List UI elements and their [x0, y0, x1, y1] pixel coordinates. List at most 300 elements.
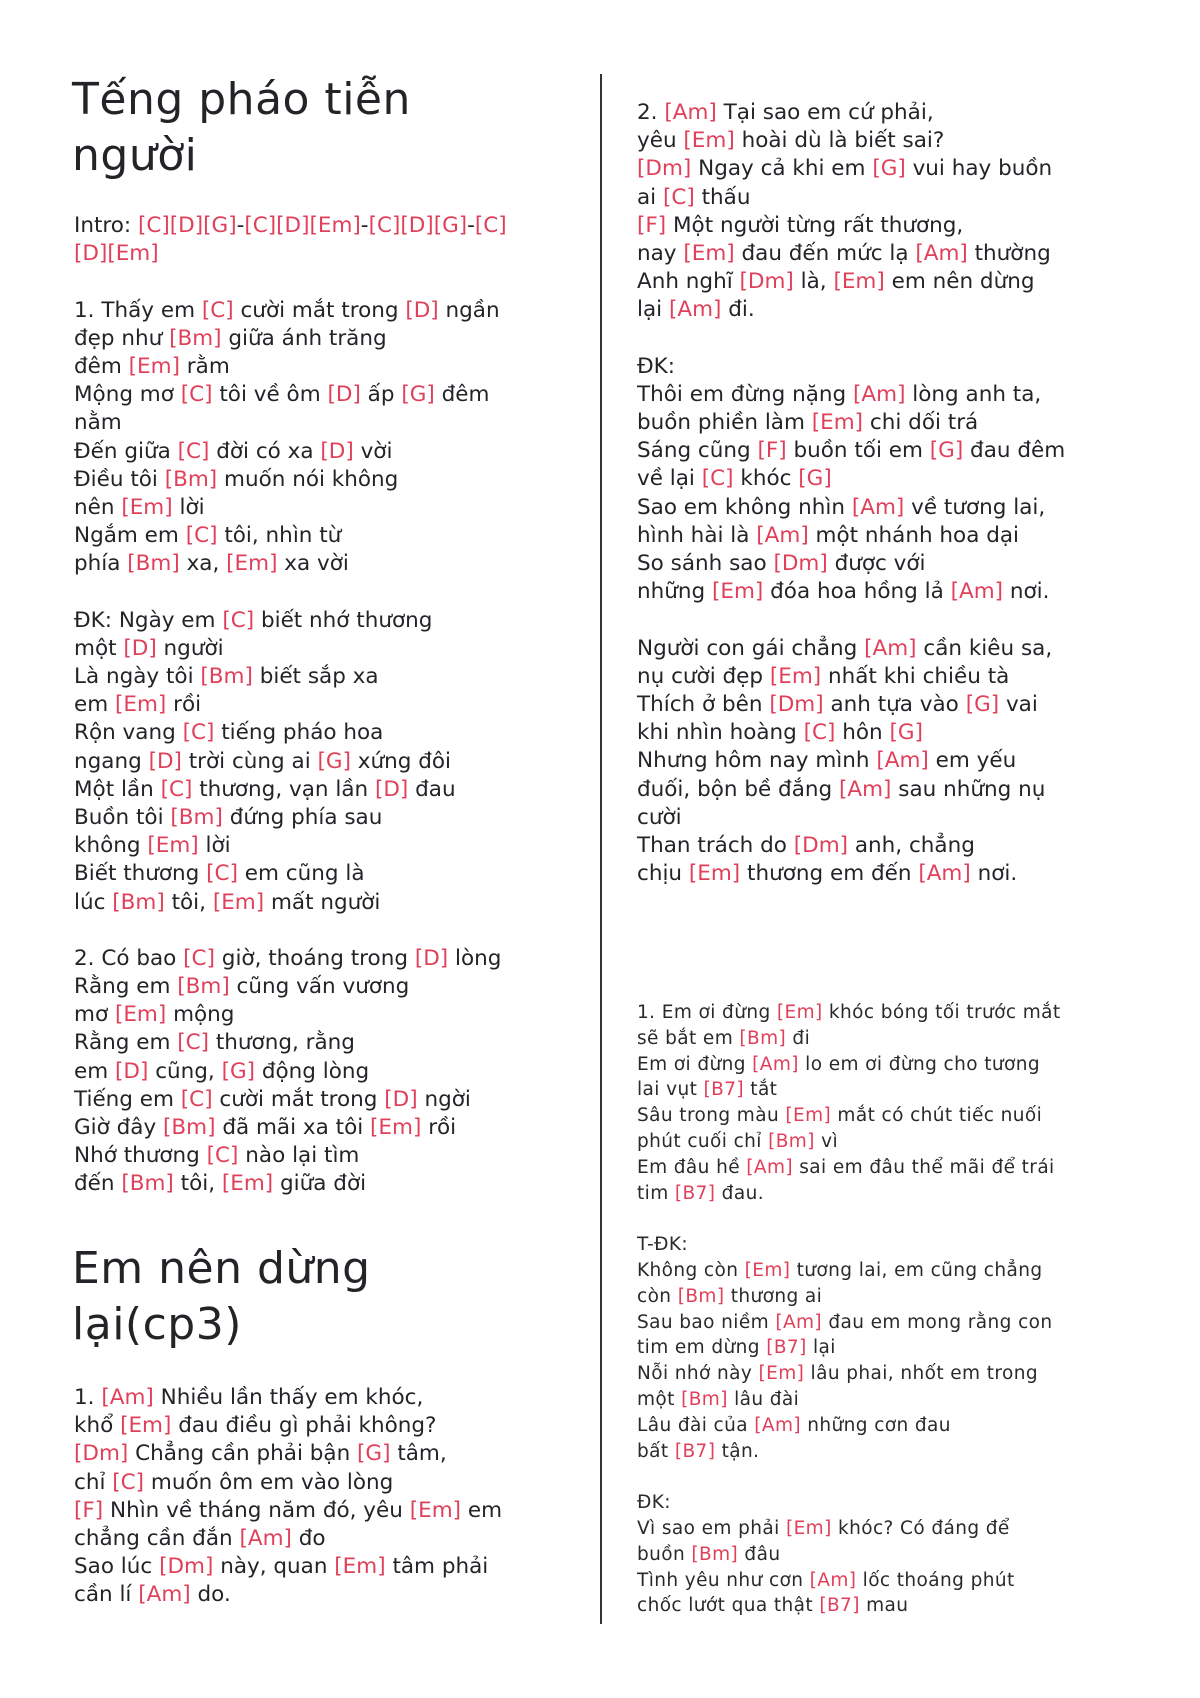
song-title-tieng-phao-tien-nguoi: Tếng pháo tiễn người [72, 74, 411, 181]
lyric-line [74, 1029, 507, 1057]
lyric-line [74, 1114, 507, 1142]
lyric-line [637, 578, 1065, 606]
lyric-text: ngần [438, 297, 500, 323]
chord: [C] [662, 184, 695, 210]
lyric-line [74, 1440, 502, 1468]
lyric-text: Một lần [74, 776, 161, 802]
lyric-text: phút cuối chỉ [637, 1130, 769, 1152]
lyric-text: bất [637, 1440, 675, 1462]
chord: [Dm] [769, 691, 824, 717]
lyric-text: đâu [738, 1543, 781, 1565]
song1-lyrics [74, 212, 507, 1199]
lyric-text: buồn [637, 1543, 692, 1565]
lyric-text: Nỗi nhớ này [637, 1363, 759, 1385]
chord: [Bm] [681, 1388, 728, 1410]
chord: [D] [405, 297, 439, 323]
lyric-text: lai vụt [637, 1079, 704, 1101]
chord: [Em] [776, 1002, 823, 1023]
lyric-text: đêm [434, 382, 490, 408]
lyric-line [637, 747, 1065, 775]
chord: [D] [327, 382, 361, 408]
lyric-line [637, 635, 1065, 663]
lyric-text: đau em mong rằng con [822, 1311, 1053, 1333]
lyric-text: rằm [179, 353, 230, 379]
lyric-text: Buồn tôi [74, 804, 171, 830]
lyric-text: lốc thoáng phút [856, 1569, 1015, 1591]
lyric-text: tôi, [173, 1171, 222, 1197]
blank-line [74, 578, 507, 606]
column-divider [600, 74, 602, 1624]
lyric-text: nơi. [1003, 579, 1050, 605]
lyric-text: Đến giữa [74, 438, 178, 464]
lyric-line [74, 719, 507, 747]
lyric-text: Tiếng em [74, 1086, 181, 1112]
lyric-text: Sao lúc [74, 1554, 160, 1580]
chord: [G] [317, 748, 351, 774]
lyric-text: tiếng pháo hoa [214, 720, 384, 746]
chord: [Em] [785, 1517, 832, 1539]
lyric-text: chỉ [74, 1469, 113, 1495]
lyric-text: Chẳng cần phải bận [128, 1441, 358, 1467]
lyric-text: tắt [744, 1079, 778, 1101]
lyric-text: đóa hoa hồng lả [763, 579, 951, 605]
lyric-text: ngời [417, 1086, 471, 1112]
chord: [C] [180, 1086, 213, 1112]
chord: [Dm] [159, 1554, 214, 1580]
lyric-text: còn [637, 1285, 678, 1307]
lyric-text: biết sắp xa [252, 664, 379, 689]
chord: [C] [177, 438, 210, 464]
lyric-text: 1. Thấy em [74, 297, 202, 323]
lyric-line [74, 1581, 502, 1609]
chord: [Am] [138, 1582, 191, 1608]
chord: [Bm] [121, 1171, 174, 1197]
chord: [G] [203, 213, 237, 238]
lyric-line [637, 1103, 1061, 1129]
lyric-text: buồn tối em [786, 438, 930, 464]
chord: [B7] [703, 1079, 745, 1101]
lyric-line [637, 409, 1065, 437]
chord: [D] [400, 213, 434, 238]
lyric-text: xứng đôi [350, 748, 452, 774]
lyric-text: giữa ánh trăng [221, 325, 387, 351]
chord: [Am] [101, 1385, 154, 1410]
lyric-text: Lâu đài của [637, 1414, 755, 1436]
lyric-line [637, 691, 1065, 719]
lyric-text: về tương lai, [904, 494, 1046, 520]
lyric-text: Biết thương [74, 861, 207, 887]
lyric-text: động lòng [255, 1058, 370, 1084]
lyric-text: đêm [74, 353, 129, 379]
lyric-line [74, 804, 507, 832]
lyric-line [74, 240, 507, 268]
lyric-line [74, 607, 507, 635]
chord: [Em] [785, 1105, 832, 1127]
chord: [Bm] [112, 889, 165, 915]
lyric-line [637, 1000, 1061, 1026]
lyric-line [637, 1026, 1061, 1052]
chord: [D] [414, 945, 449, 971]
lyric-text: yêu [637, 128, 684, 154]
lyric-text: vui hay buồn [905, 156, 1053, 182]
lyric-text: vai [999, 691, 1038, 717]
lyric-text: ngang [74, 748, 149, 774]
lyric-text: mơ [74, 1002, 115, 1028]
lyric-line [74, 1001, 507, 1029]
lyric-text: 1. Em ơi đừng [637, 1002, 777, 1023]
lyric-text: trời cùng ai [181, 748, 318, 774]
lyric-text: tim em dừng [637, 1337, 767, 1359]
chord: [Am] [664, 100, 717, 125]
lyric-text: Anh nghĩ [637, 269, 740, 295]
chord: [Em] [683, 128, 735, 154]
chord: [Em] [712, 579, 764, 605]
chord: [Em] [221, 1171, 274, 1197]
lyric-text: lâu phai, nhốt em trong [804, 1363, 1038, 1385]
lyric-text: đuối, bộn bề đắng [637, 776, 839, 802]
lyric-text: xa, [179, 551, 227, 577]
chord: [C] [138, 213, 170, 238]
lyric-line [74, 1469, 502, 1497]
lyric-line [637, 127, 1065, 155]
lyric-line [637, 1542, 1061, 1568]
lyric-text: Sau bao niềm [637, 1311, 776, 1333]
lyric-line [74, 1553, 502, 1581]
lyric-text: do. [190, 1582, 231, 1608]
lyric-text: thương em đến [740, 861, 919, 887]
chord: [D] [115, 1058, 149, 1084]
lyric-text: sai em đâu thể mãi để trái [792, 1156, 1055, 1178]
lyric-line [637, 1155, 1061, 1181]
lyric-text: đau đến mức lạ [734, 240, 916, 266]
lyric-line [637, 860, 1065, 888]
lyric-text: cần kiêu sa, [916, 635, 1053, 661]
lyric-line [74, 381, 507, 409]
lyric-text: Tình yêu như cơn [637, 1569, 810, 1591]
chord: [F] [74, 1497, 104, 1523]
lyric-text: cười [637, 804, 682, 830]
lyric-text: đẹp như [74, 325, 170, 351]
lyric-text: muốn ôm em vào lòng [144, 1469, 394, 1495]
chord: [G] [798, 466, 832, 492]
lyric-text: lại [806, 1337, 836, 1359]
lyric-text: tận. [715, 1440, 760, 1462]
lyric-text: Một người từng rất thương, [666, 212, 964, 238]
lyric-text: một [637, 1388, 682, 1410]
lyric-text: Vì sao em phải [637, 1517, 786, 1539]
lyric-text: đau đêm [963, 438, 1066, 464]
chord: [Am] [876, 748, 929, 774]
lyric-text: này, quan [213, 1554, 335, 1580]
chord: [G] [889, 720, 923, 746]
chord: [Am] [756, 522, 809, 548]
lyric-text: lời [172, 494, 205, 520]
chord: [C] [222, 607, 255, 633]
chord: [D] [320, 438, 354, 464]
lyric-line [637, 1284, 1061, 1310]
lyric-text: mất người [264, 889, 381, 915]
chord: [C] [803, 720, 836, 746]
lyric-line [637, 184, 1065, 212]
lyric-text: anh tựa vào [823, 691, 966, 717]
lyric-line [74, 494, 507, 522]
lyric-text: nên [74, 494, 122, 520]
lyric-text: biết nhớ thương [254, 607, 433, 633]
lyric-text: chịu [637, 861, 689, 887]
lyric-text: không [74, 833, 148, 859]
lyric-text: đứng phía sau [222, 804, 383, 830]
chord: [Em] [744, 1259, 791, 1281]
lyric-line [637, 1335, 1061, 1361]
lyric-line [74, 832, 507, 860]
chord: [Em] [334, 1554, 386, 1580]
lyric-text: em [74, 1058, 116, 1084]
lyric-text: nơi. [970, 861, 1018, 887]
lyric-line [637, 381, 1065, 409]
lyric-line [637, 1387, 1061, 1413]
lyric-text: lúc [74, 889, 113, 915]
lyric-line [637, 1310, 1061, 1336]
lyric-line [637, 240, 1065, 268]
lyric-line [74, 748, 507, 776]
lyric-line [74, 325, 507, 353]
song3-lyrics [637, 1000, 1061, 1619]
chord: [B7] [674, 1182, 716, 1204]
lyric-line [74, 353, 507, 381]
lyric-text: mau [859, 1595, 909, 1617]
lyric-line [74, 438, 507, 466]
chord: [C] [368, 213, 401, 238]
lyric-line [637, 1232, 1061, 1258]
chord: [C] [185, 523, 218, 549]
chord: [Am] [915, 240, 968, 266]
lyric-text: đã mãi xa tôi [215, 1115, 371, 1140]
lyric-text: đến [74, 1171, 122, 1197]
chord: [G] [433, 213, 468, 238]
chord: [Dm] [773, 551, 828, 576]
song2-lyrics-verse1 [74, 1384, 502, 1610]
chord: [Bm] [170, 804, 223, 830]
chord: [D] [384, 1086, 418, 1112]
lyric-text: thương ai [724, 1285, 823, 1307]
chord: [Em] [370, 1115, 422, 1140]
chord: [G] [929, 438, 964, 464]
blank-line [637, 1206, 1061, 1232]
chord: [Am] [754, 1414, 801, 1436]
blank-line [74, 268, 507, 296]
chord: [C] [701, 466, 734, 492]
lyric-text: tâm phải [385, 1554, 489, 1580]
lyric-text: hoài dù là biết sai? [734, 128, 945, 154]
chord: [D] [374, 776, 409, 802]
chord: [Em] [309, 213, 361, 238]
lyric-text: em [461, 1497, 503, 1523]
lyric-text: phía [74, 551, 128, 577]
lyric-text: nhất khi chiều tà [821, 663, 1010, 689]
chord: [Am] [950, 579, 1004, 605]
lyric-text: em nên dừng [884, 269, 1035, 295]
chord: [C] [244, 213, 277, 238]
lyric-text: Giờ đây [74, 1115, 164, 1140]
lyric-text: tôi, [164, 889, 213, 915]
chord: [C] [160, 776, 193, 802]
lyric-text: ĐK: [637, 353, 676, 379]
lyric-line [637, 1568, 1061, 1594]
chord: [B7] [674, 1440, 716, 1462]
song-title-em-nen-dung-lai: Em nên dừng lại(cp3) [72, 1243, 371, 1350]
lyric-text: rồi [166, 692, 202, 718]
lyric-text: - [360, 213, 369, 238]
lyric-text: những [637, 579, 712, 605]
lyric-text: Thích ở bên [637, 691, 770, 717]
lyric-text: hình hài là [637, 522, 757, 548]
lyric-text: em [74, 692, 116, 718]
lyric-text: chốc lướt qua thật [637, 1595, 820, 1617]
chord: [Am] [838, 776, 892, 802]
lyric-text: mắt có chút tiếc nuối [831, 1105, 1043, 1127]
lyric-text: rồi [421, 1115, 457, 1140]
lyric-text: tương lai, em cũng chẳng [790, 1259, 1043, 1281]
chord: [Am] [853, 381, 906, 407]
lyric-text: thương, vạn lần [192, 776, 375, 802]
lyric-line [637, 155, 1065, 183]
lyric-line [637, 1181, 1061, 1207]
chord: [Bm] [127, 551, 180, 577]
lyric-text: mộng [166, 1002, 235, 1028]
lyric-text: người [156, 635, 224, 661]
lyric-line [637, 465, 1065, 493]
chord-line: [D][Em] [74, 241, 159, 267]
lyric-line [637, 99, 1065, 127]
lyric-text: Em ơi đừng [637, 1053, 753, 1075]
lyric-text: Nhiều lần thấy em khóc, [153, 1385, 424, 1410]
lyric-text: Sao em không nhìn [637, 494, 852, 520]
lyric-line [637, 1258, 1061, 1284]
lyric-line [74, 1142, 507, 1170]
lyric-text: Người con gái chẳng [637, 635, 865, 661]
lyric-text: cũng vấn vương [229, 974, 410, 1000]
lyric-text: lòng anh ta, [905, 381, 1042, 407]
lyric-text: T-ĐK: [637, 1234, 688, 1256]
chord: [Bm] [691, 1543, 739, 1565]
lyric-text: Ngay cả khi em [691, 156, 873, 182]
lyric-line [74, 550, 507, 578]
chord: [Am] [851, 494, 905, 520]
lyric-line [74, 1170, 507, 1198]
chord: [Em] [811, 410, 864, 436]
lyric-text: là, [793, 269, 834, 295]
lyric-text: Nhưng hôm nay mình [637, 748, 877, 774]
lyric-line [74, 1086, 507, 1114]
lyric-text: đời có xa [209, 438, 321, 464]
lyric-text: ĐK: [637, 1492, 671, 1514]
lyric-line [74, 466, 507, 494]
chord: [F] [757, 438, 787, 464]
lyric-text: một [74, 635, 124, 661]
chord: [Em] [758, 1363, 805, 1385]
lyric-text: khổ [74, 1413, 121, 1439]
chord: [Dm] [793, 832, 849, 858]
chord: [Em] [115, 692, 167, 718]
lyric-text: Mộng mơ [74, 382, 181, 408]
lyric-line [74, 889, 507, 917]
lyric-line [637, 663, 1065, 691]
lyric-text: khóc? Có đáng để [831, 1517, 1010, 1539]
blank-line [637, 325, 1065, 353]
chord: [Am] [668, 297, 722, 323]
blank-line [637, 1464, 1061, 1490]
lyric-text: Là ngày tôi [74, 664, 201, 689]
chord: [D] [148, 748, 182, 774]
lyric-line [637, 437, 1065, 465]
lyric-text: thấu [694, 184, 751, 210]
lyric-line [637, 719, 1065, 747]
lyric-text: đau [408, 776, 456, 802]
lyric-text: một nhánh hoa dại [808, 522, 1020, 548]
lyric-text: buồn phiền làm [637, 410, 812, 436]
lyric-line [637, 212, 1065, 240]
lyric-text: cần lí [74, 1582, 139, 1608]
lyric-line [637, 550, 1065, 578]
chord: [Em] [769, 663, 822, 689]
chord: [Dm] [637, 156, 692, 182]
lyric-text: xa vời [277, 551, 349, 577]
lyric-text: 2. Có bao [74, 945, 184, 971]
chord: [G] [872, 156, 906, 182]
lyric-text: - [236, 213, 245, 238]
lyric-line [637, 1516, 1061, 1542]
lyric-text: chẳng cần đắn [74, 1525, 240, 1551]
lyric-line [637, 522, 1065, 550]
lyric-text: Rằng em [74, 974, 178, 1000]
lyric-text: ĐK: Ngày em [74, 607, 223, 633]
lyric-text: ai [637, 184, 663, 210]
lyric-text: chi dối trá [863, 410, 979, 436]
lyric-text: sau những nụ [891, 776, 1046, 802]
lyric-line [74, 663, 507, 691]
lyric-text: nụ cười đẹp [637, 663, 770, 689]
chord: [Em] [120, 1413, 172, 1439]
lyric-text: nay [637, 240, 684, 266]
lyric-text: Ngắm em [74, 523, 186, 549]
lyric-line [637, 494, 1065, 522]
lyric-text: Thôi em đừng nặng [637, 381, 854, 407]
chord: [Em] [128, 353, 180, 379]
lyric-text: đo [291, 1525, 326, 1551]
lyric-text: tâm, [390, 1441, 447, 1467]
lyric-line [74, 409, 507, 437]
lyric-line [637, 1593, 1061, 1619]
chord: [Bm] [768, 1130, 815, 1152]
chord: [G] [221, 1058, 256, 1084]
lyric-text: khóc bóng tối trước mắt [822, 1002, 1061, 1023]
lyric-text: Tại sao em cứ phải, [716, 100, 934, 125]
chord: [Bm] [169, 325, 222, 351]
chord: [C] [206, 1143, 239, 1169]
lyric-line [74, 212, 507, 240]
lyric-text: đi. [721, 297, 755, 323]
lyric-text: - [467, 213, 475, 238]
lyric-line [637, 1052, 1061, 1078]
lyric-text: giữa đời [273, 1171, 367, 1197]
lyric-text: Rộn vang [74, 720, 183, 746]
lyric-line [74, 691, 507, 719]
lyric-text: về lại [637, 466, 702, 492]
lyric-text: đau. [715, 1182, 764, 1204]
chord: [Am] [752, 1053, 799, 1075]
chord: [Dm] [74, 1441, 129, 1467]
lyric-line [74, 1384, 502, 1412]
